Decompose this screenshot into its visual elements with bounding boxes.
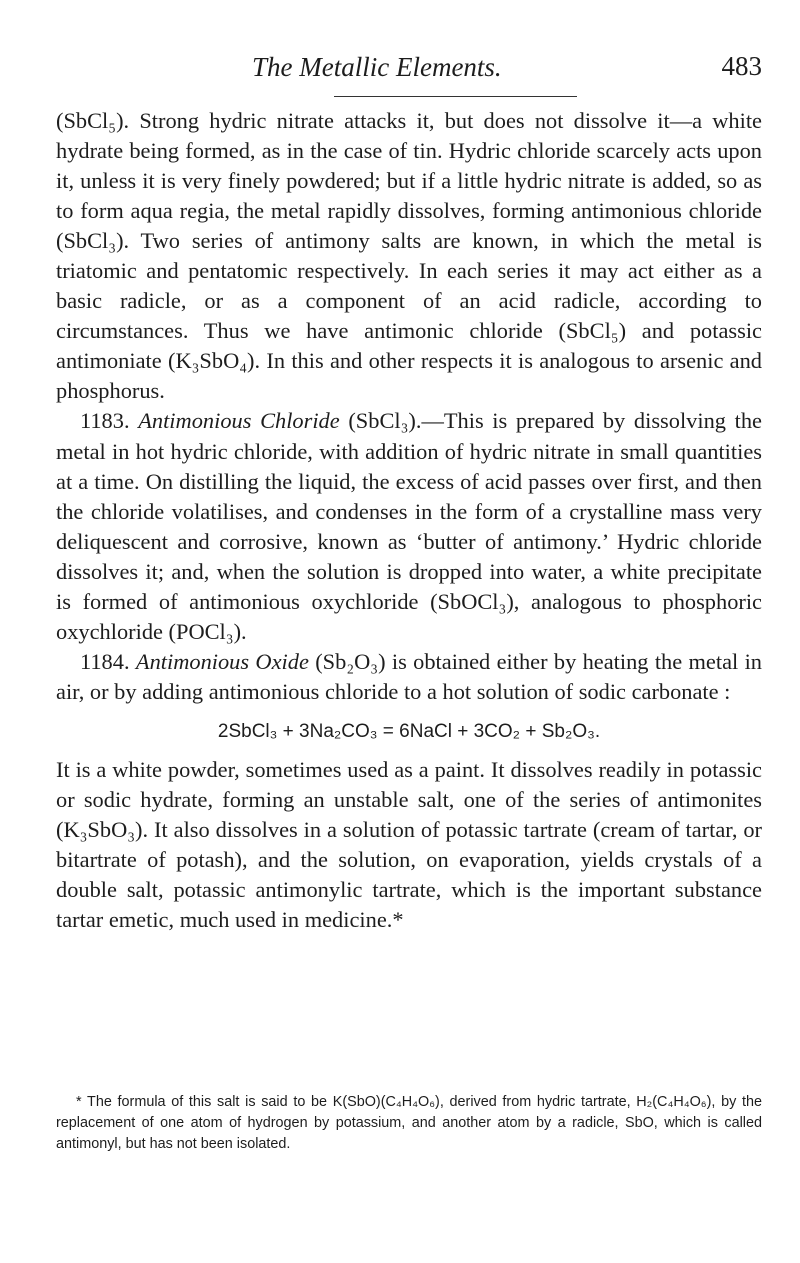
chemical-equation: 2SbCl₃ + 3Na₂CO₃ = 6NaCl + 3CO₂ + Sb₂O₃. [217, 720, 601, 742]
section-number-1183: 1183. [80, 408, 130, 434]
section-text-1184: (Sb₂O₃) is obtained either by heating the metal in air, or by adding antimonious chloride to a hot solution of sodic carbonate : [56, 648, 762, 704]
page-header [56, 52, 762, 102]
section-number-1184: 1184. [80, 648, 130, 674]
paragraph-white-powder: It is a white powder, sometimes used as a paint. It dissolves readily in potassic or sodic hydrate, forming an unstable salt, one of the series of antimonites (K₃SbO₃). It also dissolves in a solution of potassic tartrate (cream of tartar, or bitartrate of potash), and the solution, on evaporation, yields crystals of a double salt, potassic antimonylic tartrate, which is the important substance tartar emetic, much used in medicine.* [56, 756, 762, 933]
paragraph-antimony-properties: (SbCl₅). Strong hydric nitrate attacks it, but does not dissolve it—a white hydrate being formed, as in the case of tin. Hydric chloride scarcely acts upon it, unless it is very finely powdered; but if a little hydric nitrate is added, so as to form aqua regia, the metal rapidly dissolves, forming antimonious chloride (SbCl₃). Two series of antimony salts are known, in which the metal is triatomic and pentatomic respectively. In each series it may act either as a basic radicle, or as a component of an acid radicle, according to circumstances. Thus we have antimonic chloride (SbCl₅) and potassic antimoniate (K₃SbO₄). In this and other respects it is analogous to arsenic and phosphorus. [56, 108, 762, 404]
section-title-antimonious-oxide: Antimonious Oxide [135, 648, 309, 674]
header-rule [334, 96, 577, 97]
page-number: 483 [721, 51, 762, 81]
section-text-1183: (SbCl₃).—This is prepared by dissolving the metal in hot hydric chloride, with addition of hydric nitrate in small quantities at a time. On distilling the liquid, the excess of acid passes over first, and then the chloride volatilises, and condenses in the form of a crystalline mass very deliquescent and corrosive, known as ‘butter of antimony.’ Hydric chloride dissolves it; and, when the solution is dropped into water, a white precipitate is formed of antimonious oxychloride (SbOCl₃), analogous to phosphoric oxychloride (POCl₃). [56, 408, 762, 644]
footnote [56, 1092, 762, 1155]
body-text [56, 106, 762, 935]
section-title-antimonious-chloride: Antimonious Chloride [138, 408, 340, 434]
paragraph-1183 [56, 406, 762, 646]
footnote-text: * The formula of this salt is said to be K(SbO)(C₄H₄O₆), derived from hydric tartrate, H₂(C₄H₄O₆), by the replacement of one atom of hydrogen by potassium, and another atom by a radicle, SbO, which is called antimonyl, but has not been isolated. [56, 1094, 762, 1152]
running-title: The Metallic Elements. [252, 52, 502, 82]
paragraph-1184 [56, 647, 762, 707]
